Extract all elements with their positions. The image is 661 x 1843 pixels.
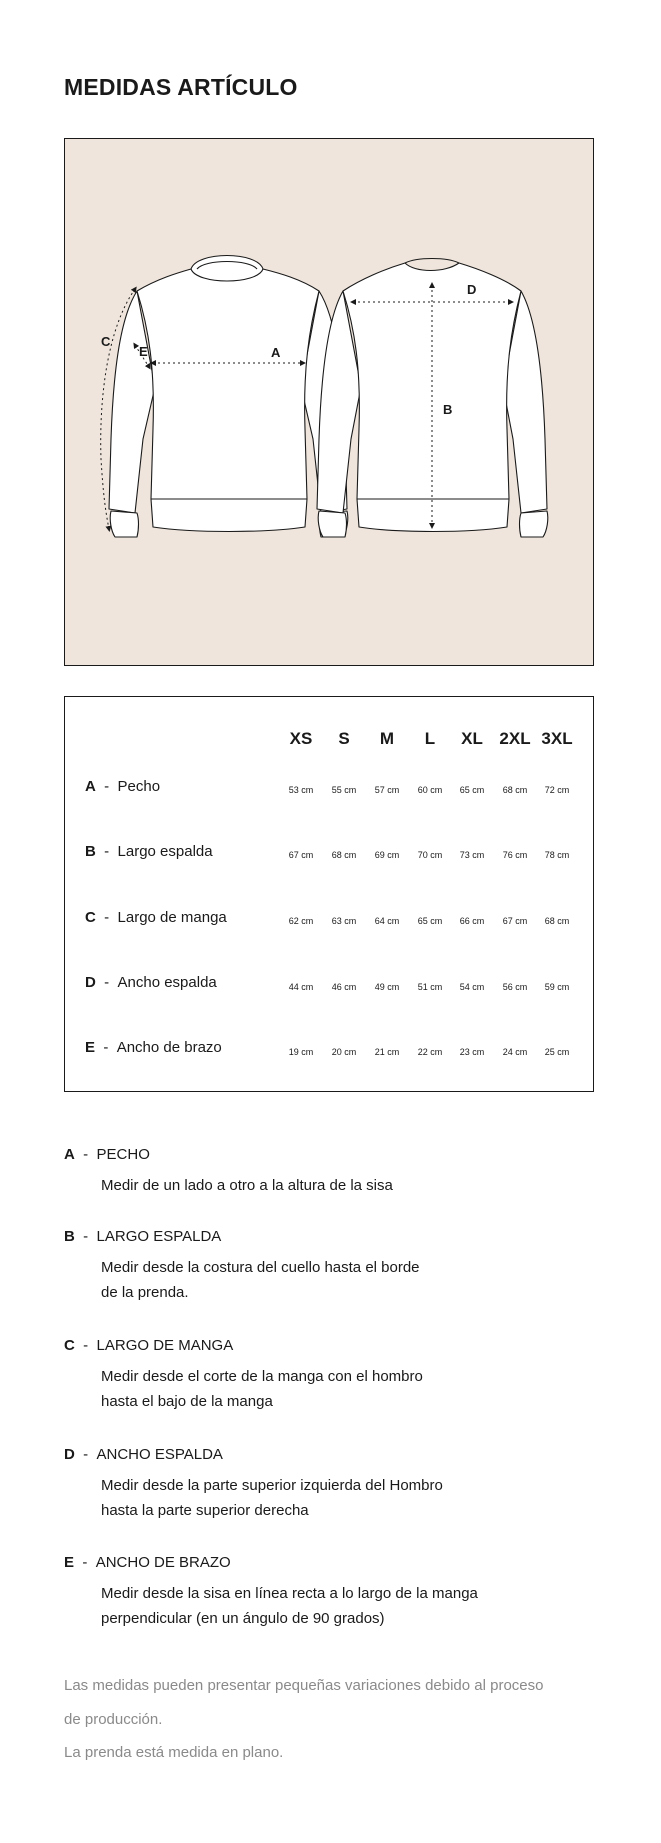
description-b — [64, 1228, 624, 1301]
table-cell: 46 cm — [331, 982, 357, 992]
label-b: B — [443, 402, 453, 417]
description-e — [64, 1554, 624, 1627]
table-cell: 44 cm — [288, 982, 314, 992]
description-text: Medir desde la costura del cuello hasta el borde — [101, 1259, 420, 1276]
size-header: 2XL — [499, 729, 531, 748]
table-cell: 57 cm — [374, 785, 400, 795]
sweatshirt-illustration — [65, 139, 595, 667]
table-cell: 76 cm — [502, 850, 528, 860]
size-header: XS — [289, 729, 313, 748]
description-text: Medir de un lado a otro a la altura de la sisa — [101, 1177, 393, 1194]
table-cell: 78 cm — [544, 850, 570, 860]
table-cell: 55 cm — [331, 785, 357, 795]
table-row-label: D - Ancho espalda — [85, 974, 217, 991]
description-d — [64, 1446, 624, 1519]
table-cell: 56 cm — [502, 982, 528, 992]
table-cell: 62 cm — [288, 916, 314, 926]
description-text: Medir desde la parte superior izquierda del Hombro — [101, 1477, 443, 1494]
table-cell: 19 cm — [288, 1047, 314, 1057]
label-e: E — [139, 344, 148, 359]
table-row-label: E - Ancho de brazo — [85, 1039, 222, 1056]
table-cell: 51 cm — [417, 982, 443, 992]
description-heading: C - LARGO DE MANGA — [64, 1337, 234, 1354]
row-letter: A — [85, 778, 96, 795]
description-text: hasta el bajo de la manga — [101, 1393, 273, 1410]
table-cell: 69 cm — [374, 850, 400, 860]
label-d: D — [467, 282, 477, 297]
description-heading: E - ANCHO DE BRAZO — [64, 1554, 231, 1571]
front-view — [109, 256, 348, 538]
table-cell: 54 cm — [459, 982, 485, 992]
row-name: Largo espalda — [117, 843, 213, 860]
row-name: Pecho — [117, 778, 161, 795]
table-cell: 59 cm — [544, 982, 570, 992]
description-a — [64, 1146, 624, 1194]
table-cell: 49 cm — [374, 982, 400, 992]
row-name: Ancho de brazo — [116, 1039, 222, 1056]
table-cell: 63 cm — [331, 916, 357, 926]
description-text: Medir desde la sisa en línea recta a lo largo de la manga — [101, 1585, 478, 1602]
row-name: Ancho espalda — [117, 974, 217, 991]
description-text: perpendicular (en un ángulo de 90 grados) — [101, 1610, 385, 1627]
table-cell: 60 cm — [417, 785, 443, 795]
table-row-label: C - Largo de manga — [85, 909, 227, 926]
table-cell: 67 cm — [502, 916, 528, 926]
table-cell: 66 cm — [459, 916, 485, 926]
table-cell: 23 cm — [459, 1047, 485, 1057]
note-text: La prenda está medida en plano. — [64, 1744, 284, 1761]
table-cell: 65 cm — [417, 916, 443, 926]
table-cell: 53 cm — [288, 785, 314, 795]
size-header: M — [379, 729, 395, 748]
table-cell: 20 cm — [331, 1047, 357, 1057]
table-cell: 73 cm — [459, 850, 485, 860]
description-heading: D - ANCHO ESPALDA — [64, 1446, 223, 1463]
table-cell: 22 cm — [417, 1047, 443, 1057]
table-cell: 24 cm — [502, 1047, 528, 1057]
label-a: A — [271, 345, 281, 360]
size-table — [64, 696, 594, 1092]
table-cell: 72 cm — [544, 785, 570, 795]
description-heading: A - PECHO — [64, 1146, 150, 1163]
table-cell: 68 cm — [502, 785, 528, 795]
table-cell: 68 cm — [331, 850, 357, 860]
row-letter: D — [85, 974, 96, 991]
label-c: C — [101, 334, 111, 349]
row-letter: E — [85, 1039, 96, 1056]
size-header: XL — [461, 729, 483, 748]
size-header: L — [424, 729, 436, 748]
size-header: 3XL — [541, 729, 573, 748]
row-letter: C — [85, 909, 96, 926]
table-row-label: B - Largo espalda — [85, 843, 213, 860]
row-letter: B — [85, 843, 96, 860]
garment-diagram — [64, 138, 594, 666]
table-cell: 64 cm — [374, 916, 400, 926]
description-heading: B - LARGO ESPALDA — [64, 1228, 222, 1245]
table-cell: 70 cm — [417, 850, 443, 860]
table-cell: 68 cm — [544, 916, 570, 926]
table-cell: 25 cm — [544, 1047, 570, 1057]
description-text: Medir desde el corte de la manga con el hombro — [101, 1368, 423, 1385]
page-title: MEDIDAS ARTÍCULO — [64, 74, 298, 100]
description-c — [64, 1337, 624, 1410]
description-text: hasta la parte superior derecha — [101, 1502, 309, 1519]
table-cell: 65 cm — [459, 785, 485, 795]
size-header: S — [338, 729, 350, 748]
row-name: Largo de manga — [117, 909, 227, 926]
table-row-label: A - Pecho — [85, 778, 161, 795]
note-text: Las medidas pueden presentar pequeñas variaciones debido al proceso — [64, 1677, 544, 1694]
description-text: de la prenda. — [101, 1284, 189, 1301]
table-cell: 67 cm — [288, 850, 314, 860]
table-cell: 21 cm — [374, 1047, 400, 1057]
note-text: de producción. — [64, 1711, 163, 1728]
